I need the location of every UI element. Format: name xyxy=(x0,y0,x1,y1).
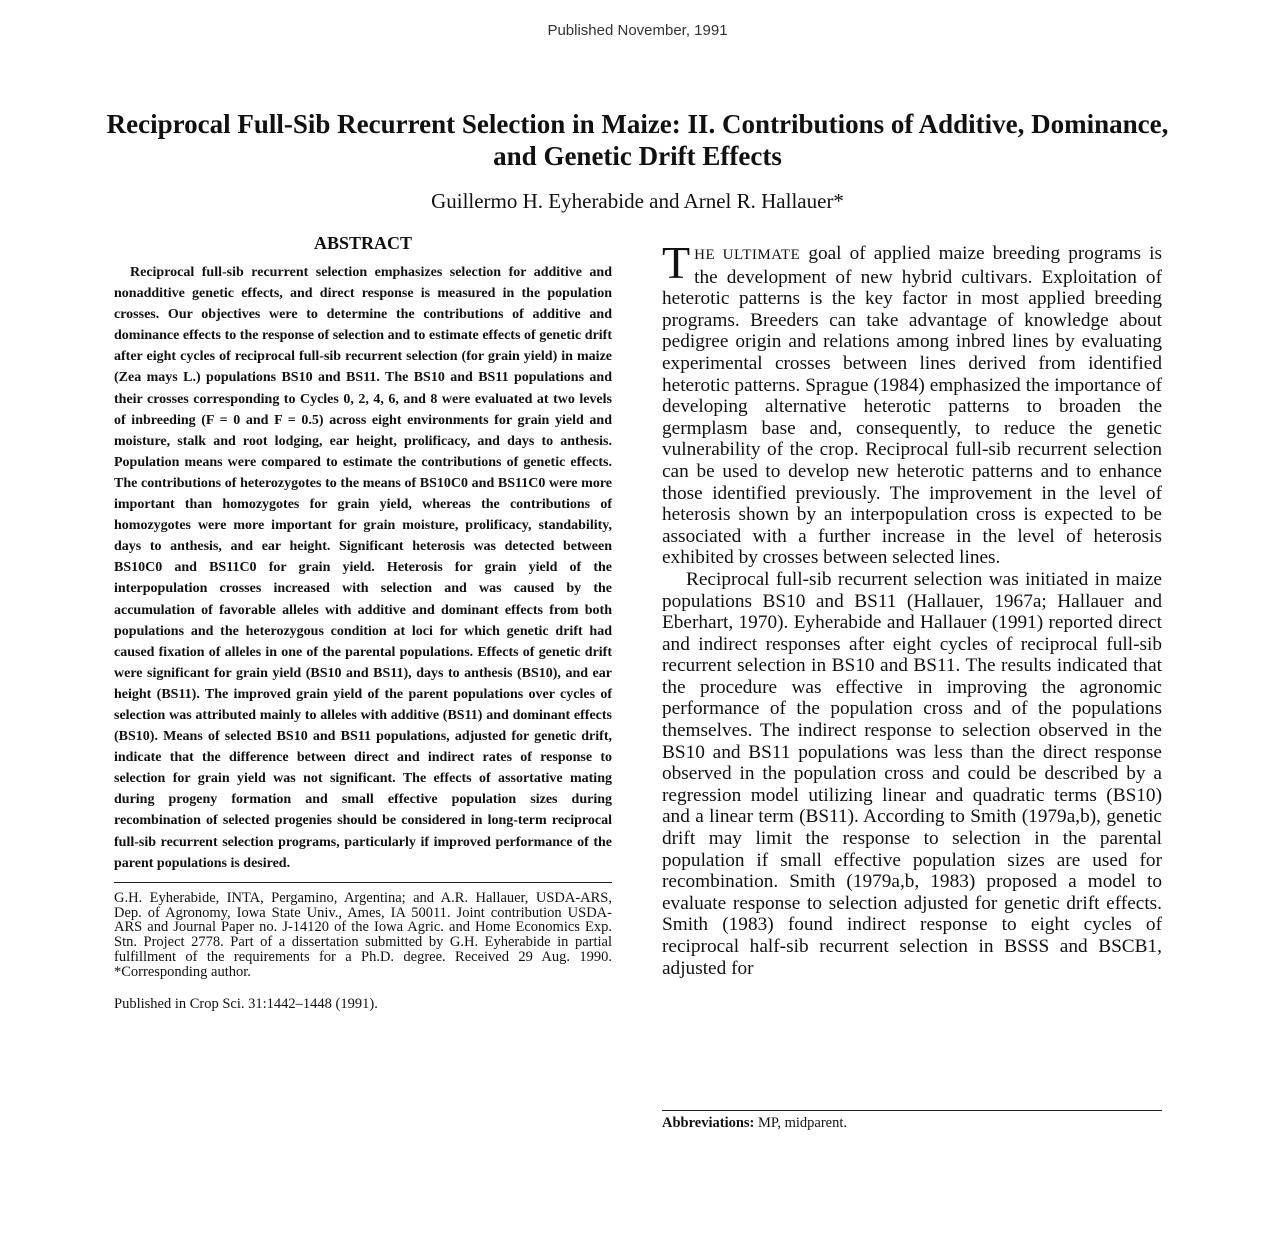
abstract-text: Reciprocal full-sib recurrent selection emphasizes selection for additive and nonadditive genetic effects, and direct response is measured in the population crosses. Our objectives were to determine the contributions of additive and dominance effects to the response of selection and to estimate effects of genetic drift after eight cycles of reciprocal full-sib recurrent selection (for grain yield) in maize (Zea mays L.) populations BS10 and BS11. The BS10 and BS11 populations and their crosses corresponding to Cycles 0, 2, 4, 6, and 8 were evaluated at two levels of inbreeding (F = 0 and F = 0.5) across eight environments for grain yield and moisture, stalk and root lodging, ear height, prolificacy, and days to anthesis. Population means were compared to estimate the contributions of genetic effects. The contributions of heterozygotes to the means of BS10C0 and BS11C0 were more important than homozygotes for grain yield, whereas the contributions of homozygotes were more important for grain moisture, prolificacy, standability, days to anthesis, and ear height. Significant heterosis was detected between BS10C0 and BS11C0 for grain yield. Heterosis for grain yield of the interpopulation crosses increased with selection and was caused by the accumulation of favorable alleles with additive and dominant effects from both populations and the heterozygous condition at loci for which genetic drift had caused fixation of alleles in one of the parental populations. Effects of genetic drift were significant for grain yield (BS10 and BS11), days to anthesis (BS10), and ear height (BS11). The improved grain yield of the parent populations over cycles of selection was attributed mainly to alleles with additive (BS11) and dominant effects (BS10). Means of selected BS10 and BS11 populations, adjusted for genetic drift, indicate that the difference between direct and indirect rates of response to selection for grain yield was not significant. The effects of assortative mating during progeny formation and small effective population sizes during recombination of selected progenies should be considered in long-term reciprocal full-sib recurrent selection programs, particularly if improved performance of the parent populations is desired. xyxy=(114,265,612,871)
abbreviations-label: Abbreviations: xyxy=(662,1115,755,1131)
abbreviations-footnote xyxy=(662,1110,1162,1132)
intro-paragraph-1 xyxy=(662,237,1162,569)
authors: Guillermo H. Eyherabide and Arnel R. Hallauer* xyxy=(431,189,844,213)
intro-paragraph-1-text: goal of applied maize breeding programs is the development of new hybrid cultivars. Exploitation of heterotic patterns is the key factor in most applied breeding programs. Breeders can take advantage of knowledge about pedigree origin and relations among inbred lines by evaluating experimental crosses between lines derived from identified heterotic patterns. Sprague (1984) emphasized the importance of developing alternative heterotic patterns to broaden the germplasm base and, consequently, to reduce the genetic vulnerability of the crop. Reciprocal full-sib recurrent selection can be used to develop new heterotic patterns and to enhance those identified previously. The improvement in the level of heterosis shown by an interpopulation cross is expected to be associated with a further increase in the level of heterosis exhibited by crosses between selected lines. xyxy=(662,243,1162,569)
right-column xyxy=(662,237,1162,979)
intro-paragraph-2: Reciprocal full-sib recurrent selection was initiated in maize populations BS10 and BS11 (Hallauer, 1967a; Hallauer and Eberhart, 1970). Eyherabide and Hallauer (1991) reported direct and indirect responses after eight cycles of reciprocal full-sib recurrent selection in BS10 and BS11. The results indicated that the procedure was effective in improving the agronomic performance of the population cross and of the populations themselves. The indirect response to selection observed in the BS10 and BS11 populations was less than the direct response observed in the population cross and could be described by a regression model utilizing linear and quadratic terms (BS10) and a linear term (BS11). According to Smith (1979a,b), genetic drift may limit the response to selection in the parental population if small effective population sizes are used for recombination. Smith (1979a,b, 1983) proposed a model to evaluate response to selection adjusted for genetic drift effects. Smith (1983) found indirect response to eight cycles of reciprocal half-sib recurrent selection in BSSS and BSCB1, adjusted for xyxy=(662,568,1162,979)
published-date: Published November, 1991 xyxy=(547,22,728,39)
published-in: Published in Crop Sci. 31:1442–1448 (1991). xyxy=(114,995,378,1012)
abbreviations-text: MP, midparent. xyxy=(754,1115,848,1131)
footnote-divider xyxy=(114,882,612,883)
lead-smallcaps: HE ULTIMATE xyxy=(694,247,801,263)
abstract-heading: ABSTRACT xyxy=(313,233,413,253)
affiliation-footnote: G.H. Eyherabide, INTA, Pergamino, Argentina; and A.R. Hallauer, USDA-ARS, Dep. of Agronomy, Iowa State Univ., Ames, IA 50011. Joint contribution USDA-ARS and Journal Paper no. J-14120 of the Iowa Agric. and Home Economics Exp. Stn. Project 2778. Part of a dissertation submitted by G.H. Eyherabide in partial fulfillment of the requirements for a Ph.D. degree. Received 29 Aug. 1990. *Corresponding author. xyxy=(114,889,612,980)
left-column xyxy=(114,233,612,1013)
drop-cap: T xyxy=(662,237,691,288)
paper-title: Reciprocal Full-Sib Recurrent Selection in Maize: II. Contributions of Additive, Dominance, and Genetic Drift Effects xyxy=(106,109,1169,171)
